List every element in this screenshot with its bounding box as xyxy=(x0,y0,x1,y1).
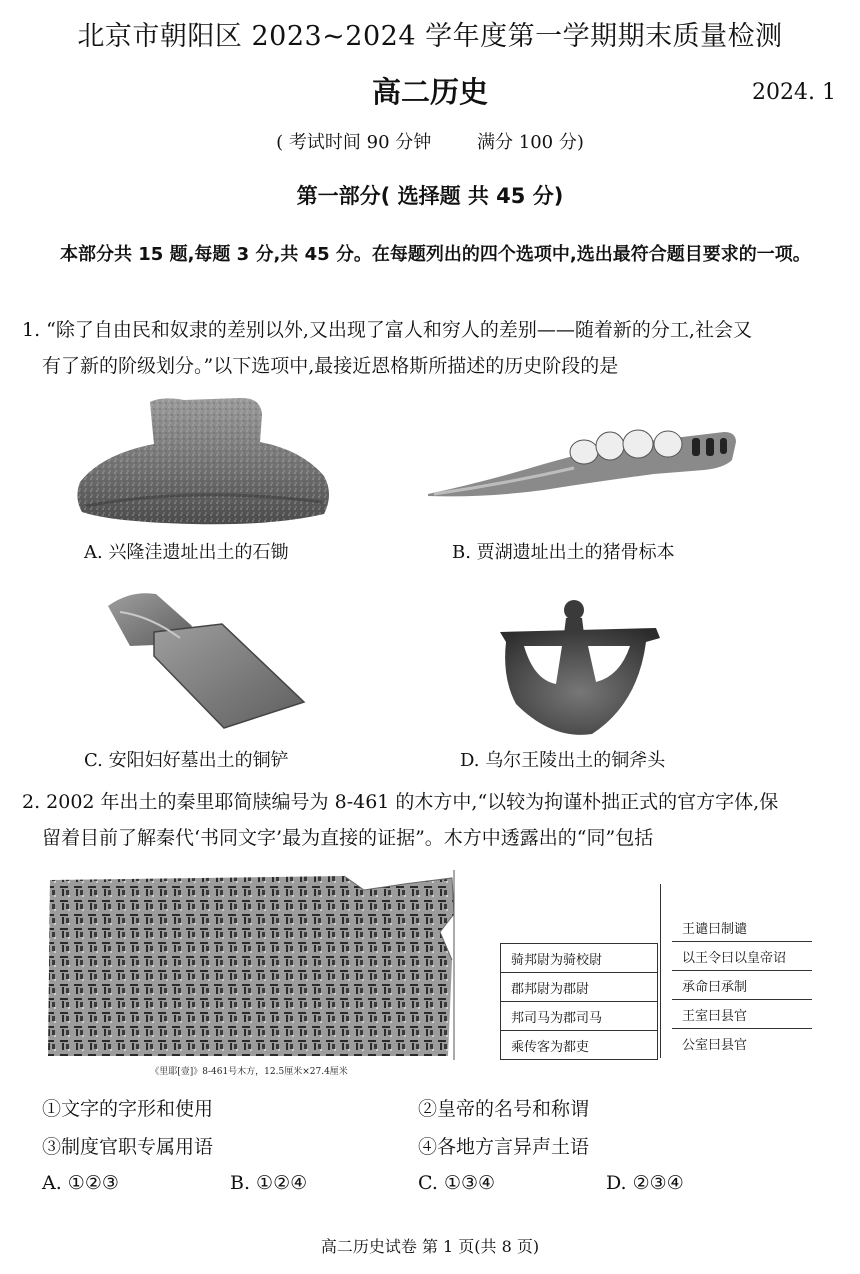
option-d-caption: D. 乌尔王陵出土的铜斧头 xyxy=(460,750,666,771)
part-instructions: 本部分共 15 题,每题 3 分,共 45 分。在每题列出的四个选项中,选出最符合题目要求的一项。 xyxy=(60,244,811,265)
statement-4: ④各地方言异声土语 xyxy=(418,1136,590,1158)
statement-3: ③制度官职专属用语 xyxy=(42,1136,214,1158)
bronze-axe-head-image xyxy=(496,594,664,740)
question-1-stem-line1: 1. “除了自由民和奴隶的差别以外,又出现了富人和穷人的差别——随着新的分工,社会又 xyxy=(22,319,752,341)
table-cell: 邦司马为郡司马 xyxy=(501,1002,658,1031)
wooden-slip-caption: 《里耶[壹]》8-461号木方，12.5厘米×27.4厘米 xyxy=(150,1067,348,1077)
table-row xyxy=(501,1002,658,1031)
question-2-stem xyxy=(22,784,840,856)
bronze-shovel-image xyxy=(100,586,310,734)
wooden-slip-rubbing-image xyxy=(44,870,456,1060)
table-row xyxy=(672,971,812,1000)
table-cell: 郡邦尉为郡尉 xyxy=(501,973,658,1002)
exam-info: ( 考试时间 90 分钟 满分 100 分) xyxy=(276,132,584,153)
table-cell: 王室曰县官 xyxy=(672,1000,812,1029)
question-1-stem-line2: 有了新的阶级划分。”以下选项中,最接近恩格斯所描述的历史阶段的是 xyxy=(42,355,619,377)
table-row xyxy=(501,944,658,973)
question-2-option-c: C. ①③④ xyxy=(418,1172,496,1194)
pig-jawbone-image xyxy=(424,424,740,500)
question-1-stem xyxy=(22,312,840,384)
statement-2: ②皇帝的名号和称谓 xyxy=(418,1098,590,1120)
table-row xyxy=(672,942,812,971)
statement-1: ①文字的字形和使用 xyxy=(42,1098,214,1120)
option-c-caption: C. 安阳妇好墓出土的铜铲 xyxy=(84,750,289,771)
table-cell: 骑邦尉为骑校尉 xyxy=(501,944,658,973)
question-2-option-a: A. ①②③ xyxy=(42,1172,119,1194)
subject-title: 高二历史 xyxy=(371,75,488,109)
question-2-option-b: B. ①②④ xyxy=(230,1172,308,1194)
option-b-caption: B. 贾湖遗址出土的猪骨标本 xyxy=(452,542,675,563)
option-a-caption: A. 兴隆洼遗址出土的石锄 xyxy=(84,542,289,563)
table-cell: 承命曰承制 xyxy=(672,971,812,1000)
exam-date: 2024. 1 xyxy=(752,80,836,105)
page-footer: 高二历史试卷 第 1 页(共 8 页) xyxy=(320,1237,540,1256)
table-row xyxy=(672,1029,812,1058)
table-row xyxy=(672,1000,812,1029)
question-2-stem-line2: 留着目前了解秦代‘书同文字’最为直接的证据”。木方中透露出的“同”包括 xyxy=(42,827,654,849)
table-row xyxy=(672,913,812,942)
table-divider xyxy=(660,884,661,1058)
table-cell: 公室曰县官 xyxy=(682,1037,748,1053)
question-2-option-d: D. ②③④ xyxy=(606,1172,684,1194)
old-new-titles-table xyxy=(500,943,658,1060)
table-cell: 王谴曰制谴 xyxy=(672,913,812,942)
table-cell: 乘传客为都吏 xyxy=(501,1031,658,1060)
part-title: 第一部分( 选择题 共 45 分) xyxy=(296,184,564,208)
table-row xyxy=(501,973,658,1002)
table-cell: 以王令曰以皇帝诏 xyxy=(672,942,812,971)
question-2-stem-line1: 2. 2002 年出土的秦里耶简牍编号为 8-461 的木方中,“以较为拘谨朴拙正式的官方字体,保 xyxy=(22,791,779,813)
exam-title: 北京市朝阳区 2023~2024 学年度第一学期期末质量检测 xyxy=(77,21,783,52)
table-row xyxy=(501,1031,658,1060)
stone-hoe-image xyxy=(72,394,336,532)
old-new-terms-table xyxy=(672,913,812,1057)
